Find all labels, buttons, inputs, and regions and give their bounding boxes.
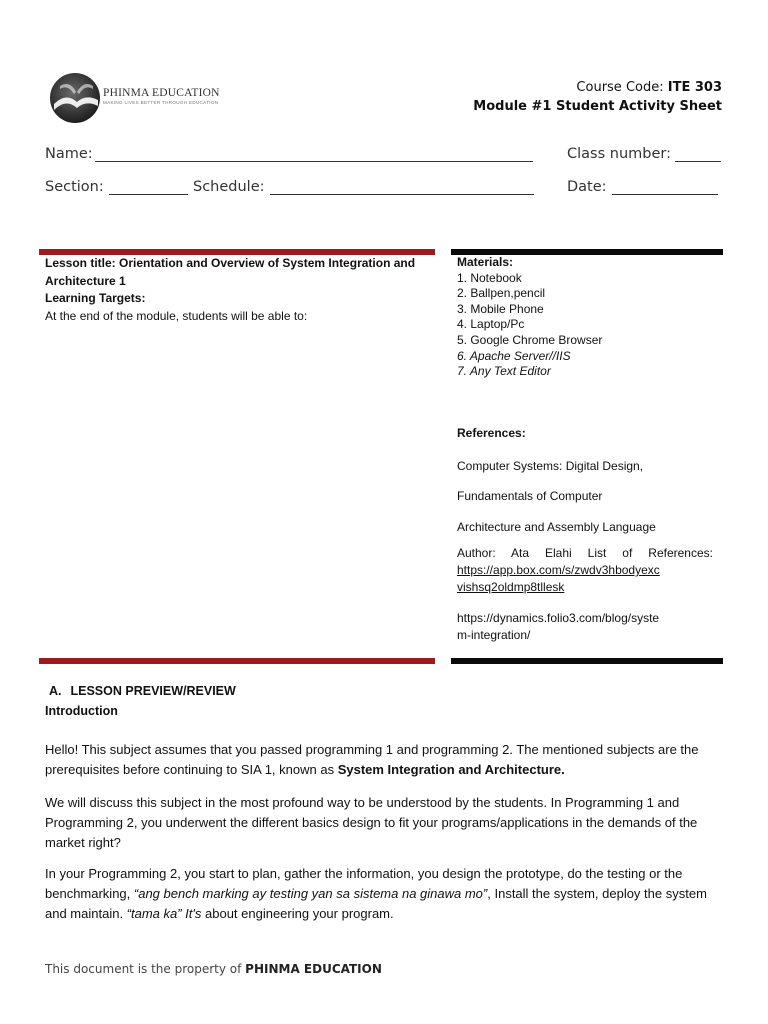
phinma-emblem-icon — [46, 70, 106, 126]
sheet-title: Module #1 Student Activity Sheet — [473, 99, 722, 114]
reference-line: Fundamentals of Computer — [457, 489, 603, 503]
reference-line: Architecture and Assembly Language — [457, 520, 656, 534]
reference-link-1-cont[interactable]: vishsq2oldmp8tllesk — [457, 580, 565, 594]
schedule-label: Schedule: — [193, 179, 265, 195]
footer-text: This document is the property of — [45, 962, 246, 976]
section-letter: A. — [49, 684, 62, 698]
class-number-label: Class number: — [567, 146, 671, 162]
reference-link-1[interactable]: https://app.box.com/s/zwdv3hbodyexc — [457, 563, 660, 577]
logo-name: PHINMA EDUCATION — [103, 87, 220, 99]
course-code — [576, 80, 722, 95]
lesson-title: Lesson title: Orientation and Overview of System Integration and Architecture 1 — [45, 256, 416, 288]
materials-item: 6. Apache Server//IIS — [457, 348, 571, 363]
materials-list — [457, 271, 715, 380]
bottom-black-bar — [451, 658, 723, 664]
paragraph-3-text-b: , Install the system, deploy the system and maintain. — [45, 886, 707, 921]
logo-tagline: MAKING LIVES BETTER THROUGH EDUCATION — [103, 100, 219, 105]
lesson-info — [45, 255, 430, 325]
section-subtitle: Introduction — [45, 704, 118, 718]
learning-targets-text: At the end of the module, students will be able to: — [45, 308, 308, 323]
materials-item: 2. Ballpen,pencil — [457, 286, 546, 301]
reference-author: Author: Ata Elahi List of References: — [457, 546, 713, 560]
footer-brand: PHINMA EDUCATION — [245, 962, 382, 976]
class-number-blank[interactable] — [675, 147, 721, 162]
paragraph-3-italic-2: “tama ka” It's — [126, 906, 202, 921]
course-code-label: Course Code: — [576, 80, 664, 95]
name-field[interactable] — [45, 146, 533, 162]
date-blank[interactable] — [612, 180, 718, 195]
section-field[interactable] — [45, 179, 188, 195]
section-title: LESSON PREVIEW/REVIEW — [70, 684, 236, 698]
paragraph-1 — [45, 740, 725, 780]
schedule-field[interactable] — [193, 179, 534, 195]
paragraph-3 — [45, 864, 725, 924]
reference-link-2[interactable]: https://dynamics.folio3.com/blog/syste — [457, 611, 660, 625]
bottom-red-bar — [39, 658, 435, 664]
materials-block — [457, 255, 715, 380]
class-number-field[interactable] — [567, 146, 721, 162]
materials-item: 7. Any Text Editor — [457, 364, 551, 379]
section-blank[interactable] — [109, 180, 188, 195]
materials-label: Materials: — [457, 255, 514, 269]
paragraph-1-text: Hello! This subject assumes that you passed programming 1 and programming 2. The mentioned subjects are the prerequisites before continuing to SIA 1, known as — [45, 742, 699, 777]
materials-item: 1. Notebook — [457, 270, 522, 285]
date-field[interactable] — [567, 179, 718, 195]
paragraph-2: We will discuss this subject in the most profound way to be understood by the students. In Programming 1 and Programming 2, you underwent the different basics design to fit your programs/applications in the demands of the market right? — [45, 795, 698, 850]
name-blank[interactable] — [95, 147, 533, 162]
date-label: Date: — [567, 179, 607, 195]
materials-item: 5. Google Chrome Browser — [457, 332, 603, 347]
reference-line: Computer Systems: Digital Design, — [457, 459, 644, 473]
logo-wordmark — [103, 87, 220, 105]
references-label: References: — [457, 426, 526, 440]
section-heading — [49, 684, 236, 698]
paragraph-3-text-a: In your Programming 2, you start to plan, gather the information, you design the prototype, do the testing or the benchmarking, — [45, 866, 683, 901]
schedule-blank[interactable] — [270, 180, 534, 195]
learning-targets-label: Learning Targets: — [45, 291, 146, 305]
paragraph-3-italic-1: “ang bench marking ay testing yan sa sistema na ginawa mo” — [133, 886, 488, 901]
name-label: Name: — [45, 146, 93, 162]
materials-item: 4. Laptop/Pc — [457, 317, 525, 332]
paragraph-3-text-c: about engineering your program. — [201, 906, 394, 921]
course-code-value: ITE 303 — [667, 80, 722, 95]
paragraph-1-bold: System Integration and Architecture. — [337, 762, 565, 777]
section-label: Section: — [45, 179, 104, 195]
materials-item: 3. Mobile Phone — [457, 301, 544, 316]
footer — [45, 962, 382, 976]
reference-link-2-cont[interactable]: m-integration/ — [457, 628, 531, 642]
